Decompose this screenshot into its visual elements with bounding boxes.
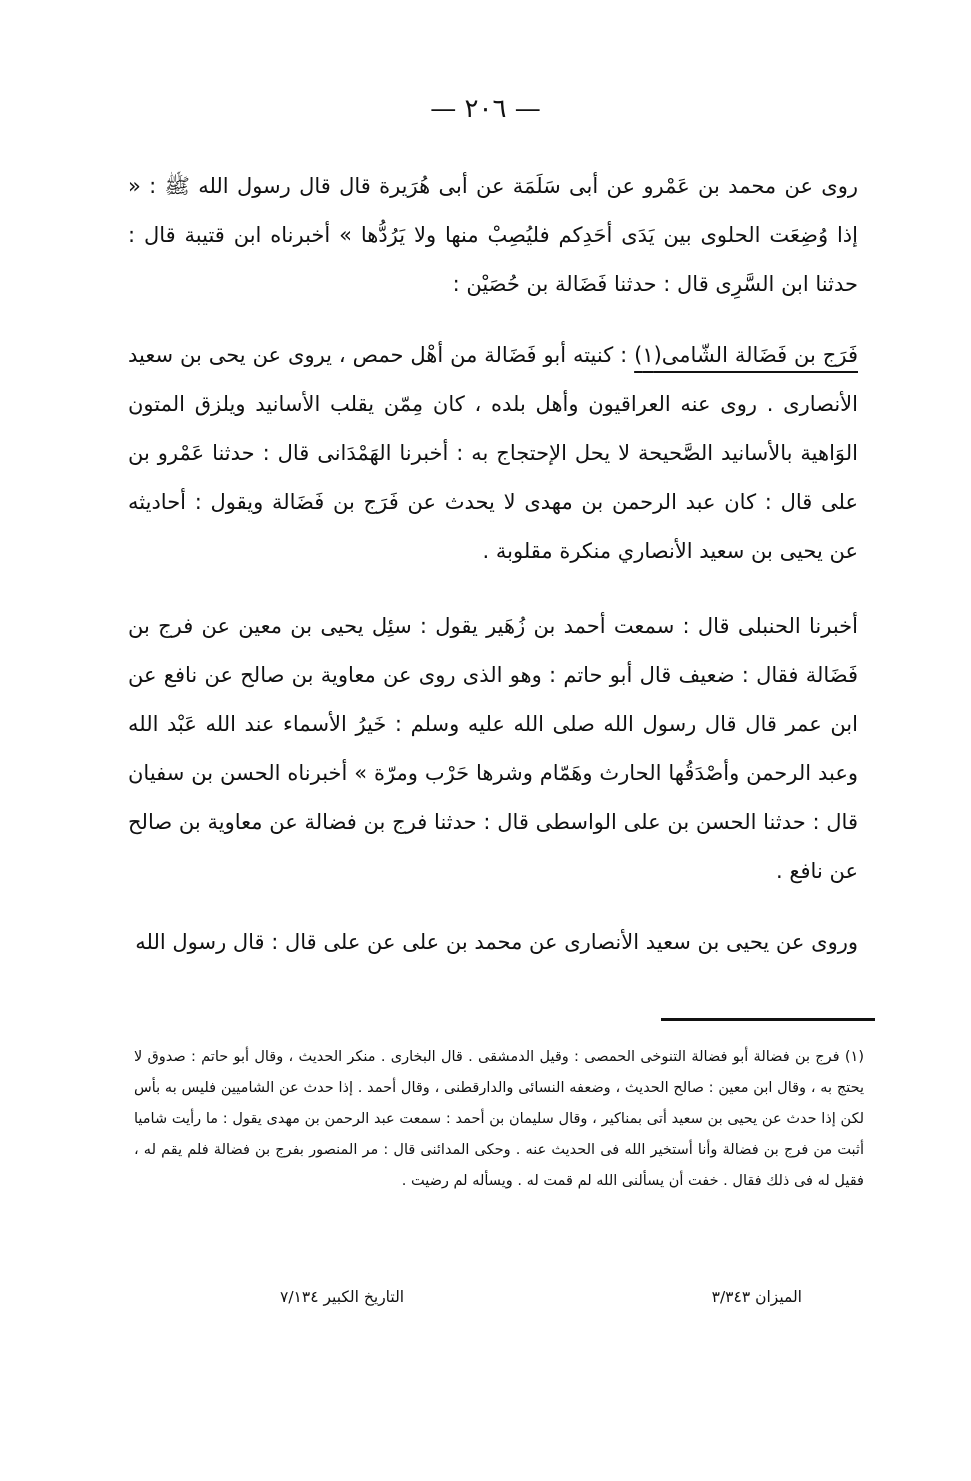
source-tarikh: التاريخ الكبير ٧/١٣٤ [280,1288,405,1306]
paragraph-2 [128,331,858,576]
footnote-sources [280,1283,802,1311]
footnote-text: (١) فرج بن فضالة أبو فضالة التنوخى الحمصى : وقيل الدمشقى . قال البخارى . منكر الحديث ، وقال أبو حاتم : صدوق لا يحتج به ، وقال ابن معين : صالح الحديث ، وضعفه النسائى والدارقطنى ، وقال أحمد . إذا حدث عن الشاميين فليس به بأس لكن إذا حدث عن يحيى بن سعيد أتى بمناكير ، وقال سليمان بن أحمد : سمعت عبد الرحمن بن مهدى يقول : ما رأيت شاميا أثبت من فرج بن فضالة وأنا أستخير الله فى الحديث عنه . وحكى المدائنى قال : مر المنصور بفرج بن فضالة فلم يقم له ، فقيل له فى ذلك فقال . خفت أن يسألنى الله لم قمت له . ويسأله لم رضيت . [134,1049,864,1189]
paragraph-2-text: : كنيته أبو فَضَالة من أهْل حمص ، يروى عن يحى بن سعيد الأنصارى . روى عنه العراقيون وأهل بلده ، كان مِمّن يقلب الأسانيد ويلزق المتون الوَاهية بالأسانيد الصَّحيحة لا يحل الإحتجاج به : أخبرنا الهَمْدَانى قال : حدثنا عَمْرو بن على قال : كان عبد الرحمن بن مهدى لا يحدث عن فَرَج بن فَضَالة ويقول : أحاديثه عن يحيى بن سعيد الأنصاري منكرة مقلوبة . [128,343,858,563]
source-mizan: الميزان ٣/٣٤٣ [711,1288,802,1306]
page-number: — ٢٠٦ — [430,94,541,124]
paragraph-3-text: أخبرنا الحنبلى قال : سمعت أحمد بن زُهَير يقول : سئِل يحيى بن معين عن فرج بن فَضَالة فقال : ضعيف قال أبو حاتم : وهو الذى روى عن معاوية بن صالح عن نافع عن ابن عمر قال قال رسول الله صلى الله عليه وسلم : خَيرُ الأسماء عند الله عَبْد الله وعبد الرحمن وأصْدَقُها الحارث وهَمّام وشرها حَرْب ومرّة » أخبرناه الحسن بن سفيان قال : حدثنا الحسن بن على الواسطى قال : حدثنا فرج بن فضالة عن معاوية بن صالح عن نافع . [128,614,858,883]
paragraph-2-content [128,331,858,576]
paragraph-4-text: وروى عن يحيى بن سعيد الأنصارى عن محمد بن على عن على قال : قال رسول الله [135,930,858,954]
paragraph-4 [128,918,858,967]
footnote [134,1042,864,1197]
paragraph-1-text: روى عن محمد بن عَمْرو عن أبى سَلَمَة عن أبى هُرَيرة قال قال رسول الله ﷺ : « إذا وُضِعَت الحلوى بين يَدَى أحَدِكم فليُصِبْ منها ولا يَرُدُّها » أخبرناه ابن قتيبة قال : حدثنا ابن السَّرِى قال : حدثنا فَضَالة بن حُصَيْن : [128,174,858,296]
paragraph-1 [128,162,858,309]
paragraph-3 [128,602,858,896]
footnote-separator [661,1018,875,1021]
entry-heading: فَرَج بن فَضَالة الشّامى(١) [634,343,858,367]
